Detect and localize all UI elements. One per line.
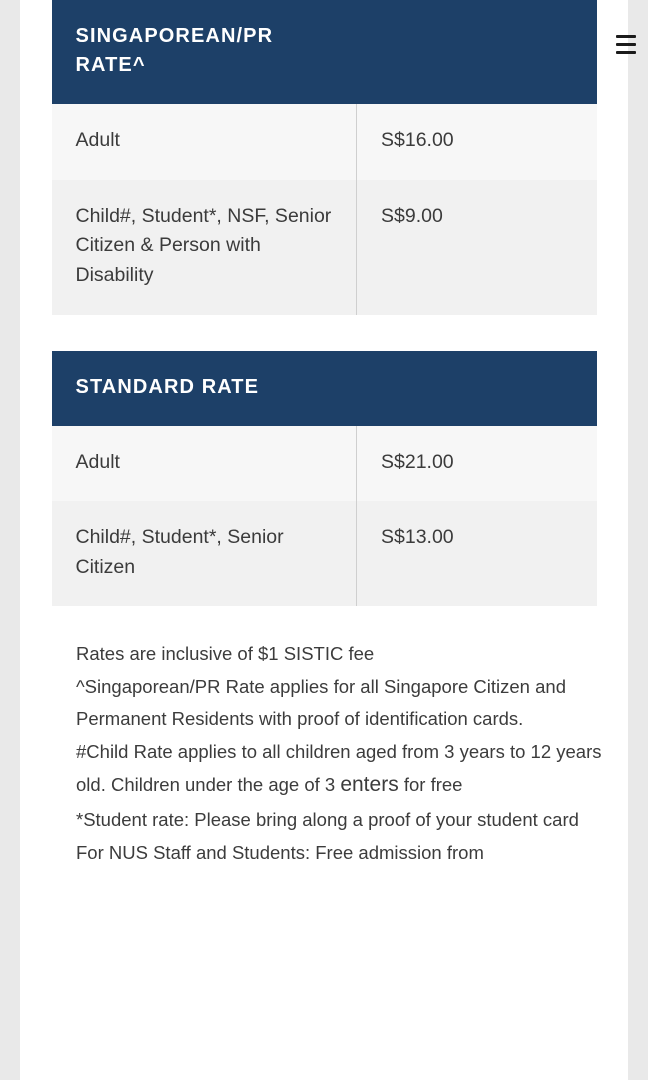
table-header-row: [52, 0, 597, 104]
note-singaporean-pr: ^Singaporean/PR Rate applies for all Singapore Citizen and Permanent Residents with proof of identification cards.: [76, 676, 566, 729]
table-header-title: STANDARD RATE: [52, 351, 357, 426]
note-child-rate-tail: for free: [398, 773, 463, 795]
rate-price: S$9.00: [357, 180, 597, 315]
note-child-rate: [76, 736, 604, 802]
page-gutter-left: [0, 0, 20, 1080]
note-child-rate-text: #Child Rate applies to all children aged from 3 years to 12 years old. Children under the age of 3: [76, 740, 602, 795]
note-nus-staff: For NUS Staff and Students: Free admission from: [76, 842, 484, 864]
hamburger-bar-1: [616, 35, 636, 38]
rates-notes: [44, 606, 604, 868]
note-sistic-fee: Rates are inclusive of $1 SISTIC fee: [76, 643, 375, 665]
hamburger-menu-icon[interactable]: [616, 30, 642, 58]
table-header-blank: [357, 351, 597, 426]
rate-label: Child#, Student*, NSF, Senior Citizen & Person with Disability: [52, 180, 357, 315]
table-row: [52, 180, 597, 315]
rate-label: Adult: [52, 104, 357, 180]
table-header-blank: [357, 0, 597, 104]
table-row: [52, 501, 597, 606]
rate-price: S$13.00: [357, 501, 597, 606]
pricing-table-standard: [52, 351, 597, 607]
rate-price: S$16.00: [357, 104, 597, 180]
rate-price: S$21.00: [357, 426, 597, 502]
rate-label: Child#, Student*, Senior Citizen: [52, 501, 357, 606]
note-student-rate: *Student rate: Please bring along a proof of your student card: [76, 808, 579, 830]
table-spacer: [20, 315, 628, 351]
hamburger-bar-2: [616, 43, 636, 46]
page-gutter-right: [628, 0, 648, 1080]
rate-label: Adult: [52, 426, 357, 502]
table-row: [52, 426, 597, 502]
hamburger-bar-3: [616, 51, 636, 54]
table-header-title: SINGAPOREAN/PR RATE^: [52, 0, 357, 104]
note-child-rate-emphasis: enters: [340, 772, 399, 796]
table-header-row: [52, 351, 597, 426]
table-row: [52, 104, 597, 180]
page-content: [20, 0, 628, 1080]
pricing-table-singaporean-pr: [52, 0, 597, 315]
